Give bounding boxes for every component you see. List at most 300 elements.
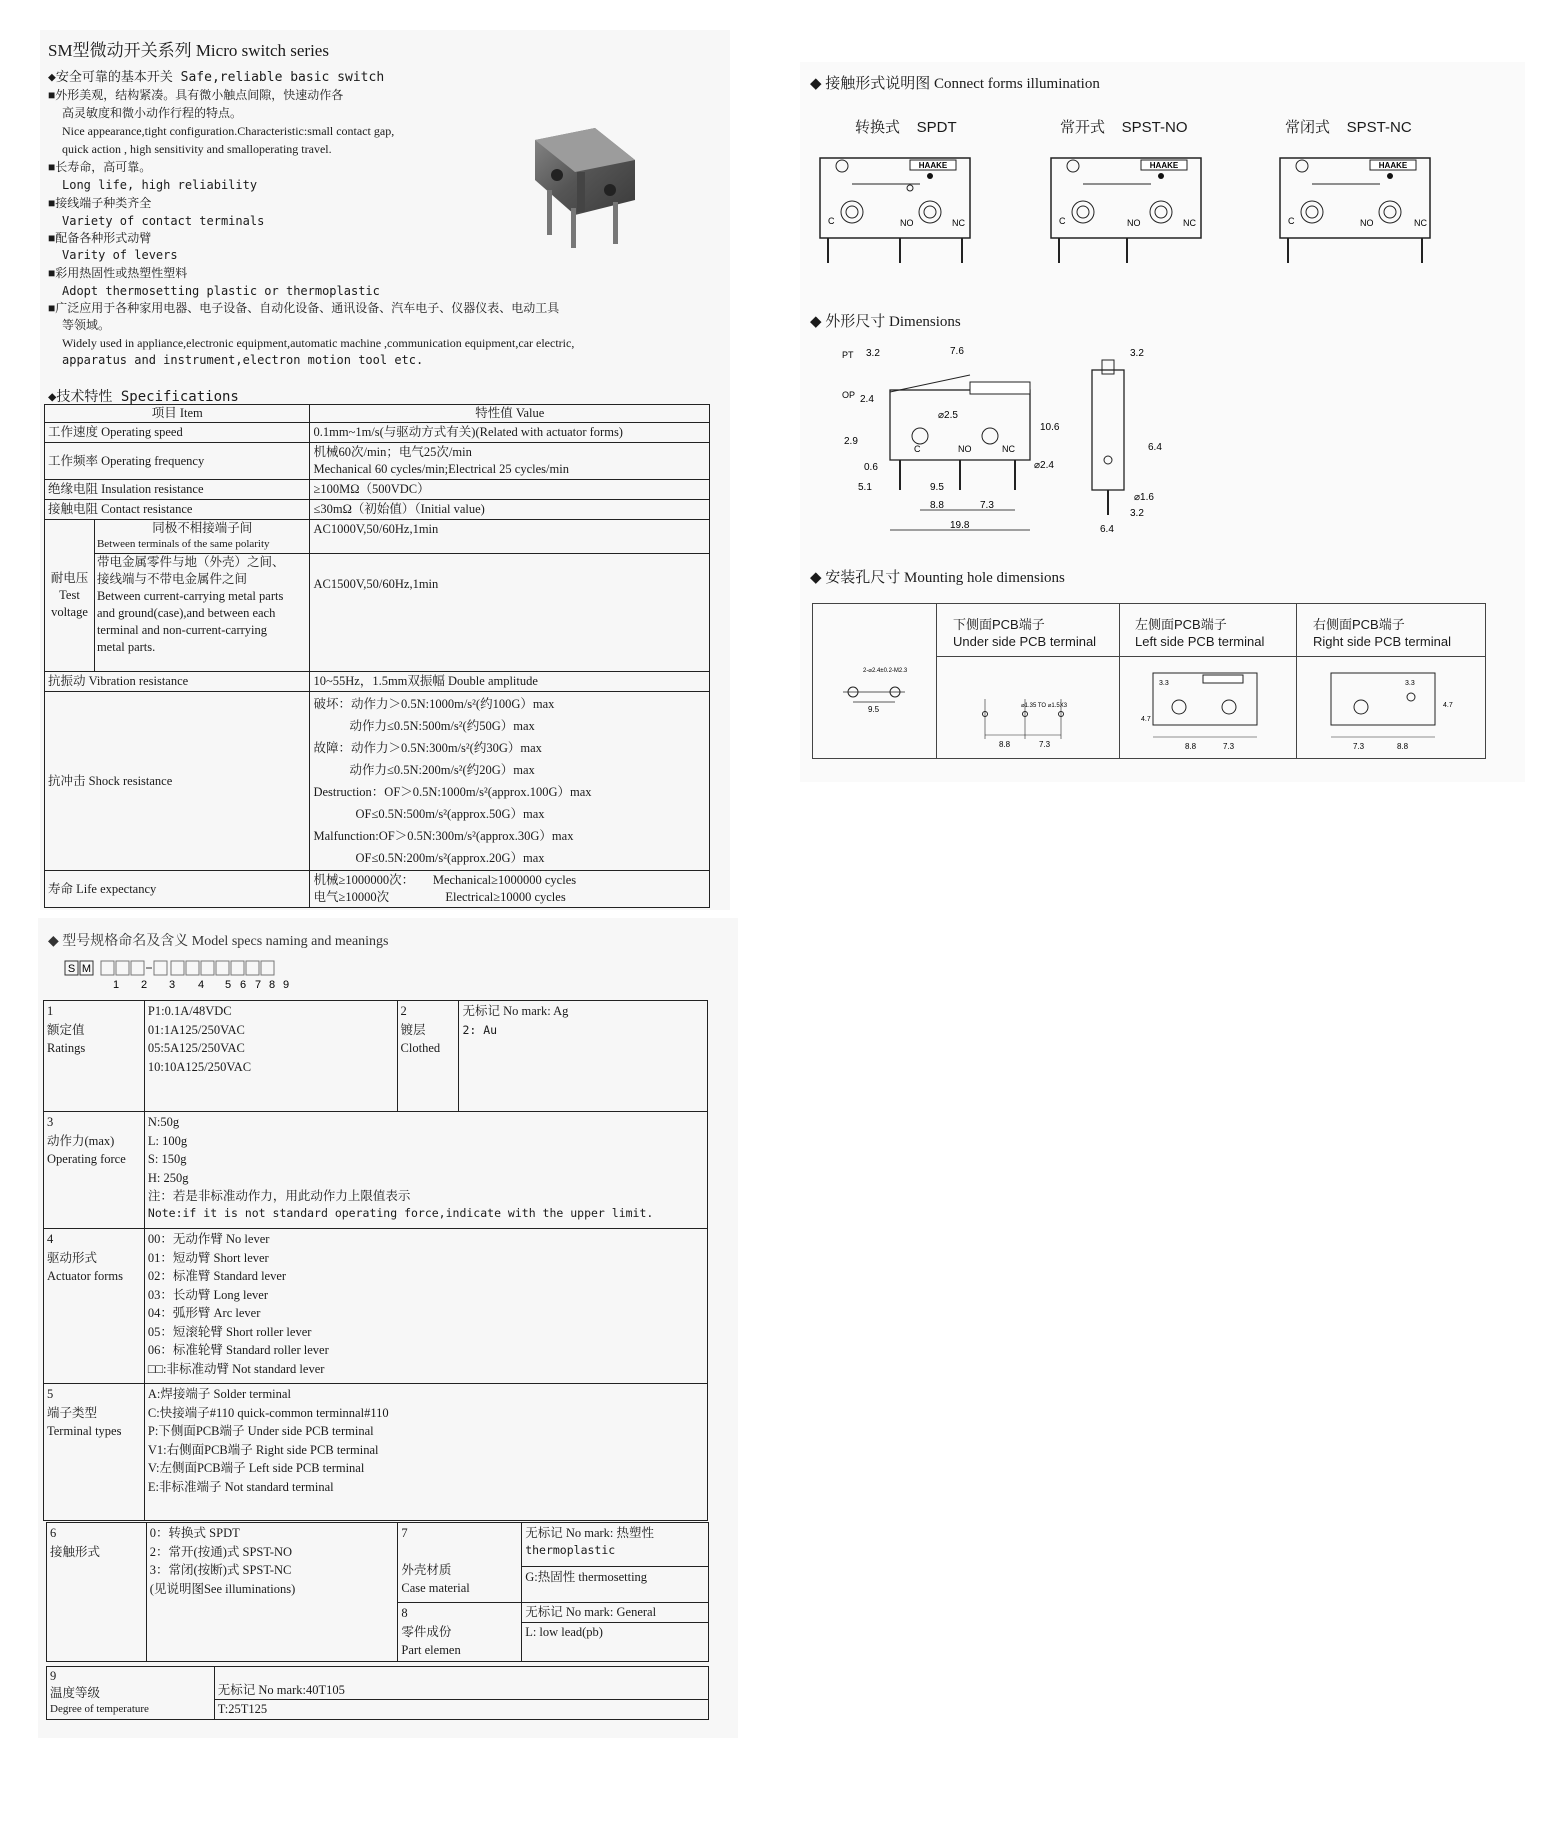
label-nc: NC [952,218,965,228]
mount-en: Under side PCB terminal [953,634,1097,649]
shock-line: 破坏：动作力＞0.5N:1000m/s²(约100G）max [313,697,555,711]
model-cell-values [144,1384,707,1521]
dim-label: 7.6 [950,346,964,357]
model-num: 9 [50,1669,57,1683]
model-cn: 动作力(max) [47,1133,115,1148]
life-line: 电气≥10000次 Electrical≥10000 cycles [313,890,566,904]
dim-label: 3.2 [1130,508,1144,519]
model-code-boxes [64,960,314,994]
dim-label: 3.2 [866,348,880,359]
model-cell-values [214,1667,708,1720]
col-item: 项目 Item [45,405,310,423]
model-row-5 [44,1384,708,1521]
side-outline [1092,370,1124,490]
model-value: Note:if it is not standard operating force,indicate with the upper limit. [147,1205,654,1220]
tv-condition [94,520,310,554]
terminal-pin [613,202,618,244]
feature-line: ■彩用热固性或热塑性塑料 [48,266,188,280]
code-box [261,961,274,975]
feature-line: quick action , high sensitivity and smalloperating travel. [62,142,332,156]
tv-label-line: voltage [51,605,88,619]
code-box [171,961,184,975]
terminal-c [841,201,863,223]
feature-line: ■广泛应用于各种家用电器、电子设备、自动化设备、通讯设备、汽车电子、仪器仪表、电动工具 [48,301,560,315]
connect-spstnc-title: 常闭式 SPST-NC [1285,119,1412,136]
spec-row-frequency [45,443,710,480]
model-value: 01：短动臂 Short lever [147,1250,269,1265]
model-value: 无标记 No mark: General [522,1603,708,1623]
tv-condition-cn: 带电金属零件与地（外壳）之间、 [96,555,285,569]
model-num: 2 [400,1004,407,1018]
model-cell-values [522,1523,709,1567]
model-en: Part elemen [401,1643,461,1657]
model-num: 1 [47,1004,54,1018]
model-en: Clothed [400,1041,441,1055]
mount-hole [982,428,998,444]
dim-label: 8.8 [930,500,944,511]
specs-header-row [45,405,710,423]
terminal-pin [547,190,552,235]
mount-divider [1296,604,1297,758]
model-value: 05:5A125/250VAC [147,1041,245,1055]
model-num: 5 [47,1387,54,1401]
spec-label: 绝缘电阻 Insulation resistance [45,480,310,500]
model-en: Operating force [47,1152,126,1166]
spec-row-test-voltage-1 [45,520,710,554]
under-side-sketch [943,659,1115,755]
tv-condition-en: Between current-carrying metal parts [96,589,284,603]
model-value: 04：弧形臂 Arc lever [147,1306,261,1320]
spec-value: 0.1mm~1m/s(与驱动方式有关)(Related with actuator forms) [310,423,710,443]
model-value: E:非标准端子 Not standard terminal [147,1479,334,1494]
model-value: 10:10A125/250VAC [147,1059,252,1074]
dim-label: 2.9 [844,436,858,447]
model-row-9 [47,1667,709,1720]
model-cell-label [44,1001,145,1112]
pcb-hole [1407,693,1415,701]
model-value: (见说明图See illuminations) [149,1581,296,1596]
spec-label: 寿命 Life expectancy [45,871,310,908]
left-side-sketch [1123,659,1295,755]
mount-en: Right side PCB terminal [1313,634,1451,649]
terminal-screw [1077,206,1089,218]
model-value: 无标记 No mark: Ag [462,1004,569,1018]
model-cell-label [47,1523,147,1662]
terminal-pin [571,208,576,248]
life-line: 机械≥1000000次： Mechanical≥1000000 cycles [313,873,577,887]
model-value: C:快接端子#110 quick-common terminnal#110 [147,1405,389,1420]
model-table-3 [46,1666,709,1720]
feature-line: ■配备各种形式动臂 [48,231,152,245]
brand-label: HAAKE [1378,161,1408,170]
label-nc: NC [1183,218,1196,228]
col-value: 特性值 Value [310,405,710,423]
pcb-hole [1354,700,1368,714]
model-en: Case material [401,1581,470,1595]
model-row-3 [44,1112,708,1229]
label-c: C [1288,216,1295,226]
dim-label: 6.4 [1100,524,1114,535]
spec-row-vibration [45,672,710,692]
model-value: 2：常开(按通)式 SPST-NO [149,1544,293,1559]
dim-label: 6.4 [1148,442,1162,453]
model-value: L: low lead(pb) [525,1624,603,1639]
model-row-6-7 [47,1523,709,1567]
code-number: 9 [282,979,290,991]
product-photo [525,120,645,260]
model-en: Ratings [47,1041,86,1055]
code-number: 8 [268,979,276,991]
dim-label: ⌀2.5 [938,410,958,421]
connect-spdt-title: 转换式 SPDT [855,119,957,136]
feature-line: Adopt thermosetting plastic or thermoplastic [62,284,380,298]
spdt-diagram [812,148,982,268]
model-num: 6 [50,1526,57,1540]
model-value: 无标记 No mark:40T105 [215,1681,708,1701]
model-value: 0：转换式 SPDT [149,1526,240,1540]
model-cell-label [397,1001,459,1112]
model-cell-label [398,1603,522,1662]
tv-label-line: Test [59,588,80,602]
model-value: 06：标准轮臂 Standard roller lever [147,1343,329,1357]
model-cn: 温度等级 [50,1685,101,1700]
model-cell-values: G:热固性 thermosetting [522,1567,709,1603]
shock-line: Malfunction:OF＞0.5N:300m/s²(approx.30G）max [313,829,574,843]
model-value: P:下侧面PCB端子 Under side PCB terminal [147,1424,374,1438]
model-en: Degree of temperature [50,1703,149,1715]
pcb-note: ⌀1.35 TO ⌀1.5X3 [1021,703,1068,709]
model-value: A:焊接端子 Solder terminal [147,1387,291,1401]
side-hole [1104,456,1112,464]
tv-condition-cn: 同极不相接端子间 [152,521,253,535]
connect-spstno-title: 常开式 SPST-NO [1060,119,1188,136]
pcb-dim: 7.3 [1353,742,1365,751]
actuator-pin [1296,160,1308,172]
pcb-dim: 8.8 [999,740,1011,749]
features-heading: ◆安全可靠的基本开关 Safe,reliable basic switch [48,70,385,85]
feature-line: 等领域。 [62,318,111,332]
code-letter-s: S [67,963,76,975]
terminal-screw [1306,206,1318,218]
tv-condition-en: terminal and non-current-carrying [96,623,268,637]
model-cell-values [459,1001,708,1112]
label-c: C [828,216,835,226]
pcb-dim: 4.7 [1141,716,1151,723]
pcb-dim: 8.8 [1185,742,1197,751]
spec-row-shock [45,692,710,871]
pcb-dim: 8.8 [1397,742,1409,751]
dim-label: NO [958,444,972,454]
model-value: 注：若是非标准动作力，用此动作力上限值表示 [147,1189,411,1203]
dim-label: 0.6 [864,462,878,473]
model-value: 2: Au [462,1022,498,1037]
terminal-no [1379,201,1401,223]
dimension-drawing [830,340,1230,540]
model-num: 8 [401,1606,408,1620]
mounting-hole-sketch [823,654,933,754]
code-number: 5 [224,979,232,991]
page-title: SM型微动开关系列 Micro switch series [48,41,329,60]
left-side-header [1135,616,1264,650]
dim-label: 19.8 [950,520,970,531]
spec-label: 工作频率 Operating frequency [45,443,310,480]
feature-line: ■接线端子种类齐全 [48,196,152,210]
model-cell-label [47,1667,215,1720]
shock-line: OF≤0.5N:200m/s²(approx.20G）max [355,851,545,865]
spec-row-speed [45,423,710,443]
model-cell-label [44,1384,145,1521]
spec-label: 抗振动 Vibration resistance [45,672,310,692]
mount-divider [1119,604,1120,758]
feature-line: Variety of contact terminals [62,214,265,228]
pcb-dim: 3.3 [1159,680,1169,687]
dim-label: NC [1002,444,1015,454]
mount-divider-h [936,656,1485,657]
feature-line: 高灵敏度和微小动作行程的特点。 [62,105,243,120]
label-no: NO [1360,218,1374,228]
model-value: T:25T125 [217,1702,268,1716]
model-cn: 镀层 [400,1022,426,1037]
mounting-heading: ◆ 安装孔尺寸 Mounting hole dimensions [810,570,1065,586]
model-cell-label [44,1112,145,1229]
model-en: Actuator forms [47,1269,124,1283]
model-value: thermoplastic [525,1542,616,1557]
model-cell-values [522,1603,709,1662]
model-table-2 [46,1522,709,1662]
spec-value: ≥100MΩ（500VDC） [310,480,710,500]
spec-value: ≤30mΩ（初始值）（Initial value) [310,500,710,520]
spec-value [310,692,710,871]
tv-condition-en: Between terminals of the same polarity [96,538,270,550]
code-box [201,961,214,975]
brand-plate [1203,675,1243,683]
terminal-screw [846,206,858,218]
model-cell-label [398,1523,522,1603]
code-letter-m: M [81,963,92,975]
spec-value [310,443,710,480]
dim-label: PT [842,350,854,360]
model-cn: 接触形式 [50,1544,101,1559]
under-side-header [953,616,1096,650]
mount-cn: 右侧面PCB端子 [1313,617,1405,632]
dim-label: 7.3 [980,500,994,511]
dim-label: ⌀1.6 [1134,492,1154,503]
code-box [216,961,229,975]
side-plunger [1102,360,1114,374]
model-value: 05：短滚轮臂 Short roller lever [147,1324,312,1339]
code-box [101,961,114,975]
spec-row-contact [45,500,710,520]
model-cell-values [146,1523,398,1662]
label-nc: NC [1414,218,1427,228]
spec-value-line: 机械60次/min；电气25次/min [313,445,472,459]
spec-label: 工作速度 Operating speed [45,423,310,443]
mount-divider [936,604,937,758]
tv-condition-en: metal parts. [96,640,156,654]
model-cell-values [144,1001,397,1112]
code-box [246,961,259,975]
hole-note: 2-⌀2.4±0.2-M2.3 [863,668,908,674]
model-cn: 外壳材质 [401,1562,452,1577]
model-value: N:50g [147,1115,180,1129]
contact-point [927,173,933,179]
mount-hole [604,184,616,196]
model-cell-values [144,1229,707,1384]
spec-value-line: Mechanical 60 cycles/min;Electrical 25 cycles/min [313,462,569,476]
model-cn: 额定值 [47,1022,85,1037]
tv-condition-cn: 接线端与不带电金属件之间 [96,572,247,586]
dim-label: OP [842,390,856,400]
model-value: S: 150g [147,1152,187,1166]
model-value: V:左侧面PCB端子 Left side PCB terminal [147,1461,365,1475]
shock-line: Destruction：OF＞0.5N:1000m/s²(approx.100G）max [313,785,592,799]
model-value: H: 250g [147,1170,189,1185]
mount-cn: 下侧面PCB端子 [953,617,1045,632]
code-number: 6 [239,979,247,991]
dim-label: 2.4 [860,394,874,405]
model-value: 3：常闭(按断)式 SPST-NC [149,1563,292,1577]
mount-cn: 左侧面PCB端子 [1135,617,1227,632]
model-num: 3 [47,1115,54,1129]
pcb-dim: 4.7 [1443,702,1453,709]
spst-no-diagram [1043,148,1213,268]
terminal-c [1301,201,1323,223]
spec-row-insulation [45,480,710,500]
mount-hole [551,169,563,181]
pcb-dim: 7.3 [1039,740,1051,749]
feature-line: apparatus and instrument,electron motion tool etc. [62,353,424,367]
tv-condition [94,554,310,672]
test-voltage-label [45,520,95,672]
dim-label: 10.6 [1040,422,1060,433]
dim-label: C [914,444,921,454]
dimensions-heading: ◆ 外形尺寸 Dimensions [810,314,961,330]
brand-label: HAAKE [918,161,948,170]
model-code [64,960,314,998]
model-table [43,1000,708,1521]
actuator-pin [1067,160,1079,172]
pcb-hole [1172,700,1186,714]
terminal-c [1072,201,1094,223]
model-row-4 [44,1229,708,1384]
spec-row-test-voltage-2 [45,554,710,672]
code-number: 2 [140,979,148,991]
right-side-header [1313,616,1451,650]
feature-line: Varity of levers [62,248,178,262]
model-en: Terminal types [47,1424,122,1438]
mount-hole [912,428,928,444]
mount-en: Left side PCB terminal [1135,634,1265,649]
pcb-hole [1222,700,1236,714]
spec-value: 10~55Hz，1.5mm双振幅 Double amplitude [310,672,710,692]
spec-label: 抗冲击 Shock resistance [45,692,310,871]
model-num: 4 [47,1232,54,1246]
model-value: P1:0.1A/48VDC [147,1004,232,1018]
model-row-1-2 [44,1001,708,1112]
dim-label: 3.2 [1130,348,1144,359]
code-box [116,961,129,975]
actuator-pin [836,160,848,172]
terminal-no [919,201,941,223]
model-heading: ◆ 型号规格命名及含义 Model specs naming and meanings [48,934,389,949]
code-number: 7 [254,979,262,991]
code-number: 4 [197,979,205,991]
tv-condition-en: and ground(case),and between each [96,606,276,620]
right-side-sketch [1301,659,1481,755]
pcb-dim: 7.3 [1223,742,1235,751]
model-value: 无标记 No mark: 热塑性 [525,1526,654,1540]
label-no: NO [900,218,914,228]
code-box [131,961,144,975]
model-value: 03：长动臂 Long lever [147,1287,269,1302]
model-value: 01:1A125/250VAC [147,1022,245,1037]
model-value: □□:非标准动臂 Not standard lever [147,1361,325,1376]
dim-label: 9.5 [930,482,944,493]
code-box [154,961,167,975]
hole-dim: 9.5 [868,705,880,714]
spec-value: AC1500V,50/60Hz,1min [310,554,710,672]
feature-line: ■长寿命，高可靠。 [48,160,152,174]
model-cn: 驱动形式 [47,1250,98,1265]
code-box [186,961,199,975]
brand-plate [970,382,1030,394]
label-c: C [1059,216,1066,226]
feature-line: Long life, high reliability [62,178,258,192]
spec-row-life [45,871,710,908]
model-cn: 端子类型 [47,1405,98,1420]
spec-value: AC1000V,50/60Hz,1min [310,520,710,554]
shock-line: OF≤0.5N:500m/s²(approx.50G）max [355,807,545,821]
contact-point [907,185,913,191]
terminal-screw [924,206,936,218]
connect-heading: ◆ 接触形式说明图 Connect forms illumination [810,76,1100,92]
specs-heading: ◆技术特性 Specifications [48,389,239,405]
spst-nc-diagram [1272,148,1442,268]
feature-line: ■外形美观，结构紧凑。具有微小触点间隙，快速动作各 [48,88,344,102]
model-value: 02：标准臂 Standard lever [147,1269,287,1283]
tv-label-line: 耐电压 [50,571,89,585]
code-number: 1 [112,979,120,991]
model-cell-values [144,1112,707,1229]
mounting-table [812,603,1486,759]
shock-line: 动作力≤0.5N:500m/s²(约50G）max [349,719,535,733]
model-value: V1:右侧面PCB端子 Right side PCB terminal [147,1442,379,1457]
pcb-dim: 3.3 [1405,680,1415,687]
terminal-no [1150,201,1172,223]
spec-value [310,871,710,908]
feature-line: Nice appearance,tight configuration.Characteristic:small contact gap, [62,124,395,138]
code-box [231,961,244,975]
dim-label: 5.1 [858,482,872,493]
terminal-screw [1384,206,1396,218]
dim-label: ⌀2.4 [1034,460,1054,471]
model-value: L: 100g [147,1133,188,1148]
label-no: NO [1127,218,1141,228]
shock-line: 故障：动作力＞0.5N:300m/s²(约30G）max [313,741,542,755]
contact-point [1387,173,1393,179]
model-cn: 零件成份 [401,1624,452,1639]
brand-label: HAAKE [1149,161,1179,170]
features-section [48,68,574,369]
contact-point [1158,173,1164,179]
code-number: 3 [168,979,176,991]
spec-label: 接触电阻 Contact resistance [45,500,310,520]
terminal-screw [1155,206,1167,218]
switch-edge [577,172,585,212]
model-cell-label [44,1229,145,1384]
model-num: 7 [401,1526,408,1540]
shock-line: 动作力≤0.5N:200m/s²(约20G）max [349,763,535,777]
